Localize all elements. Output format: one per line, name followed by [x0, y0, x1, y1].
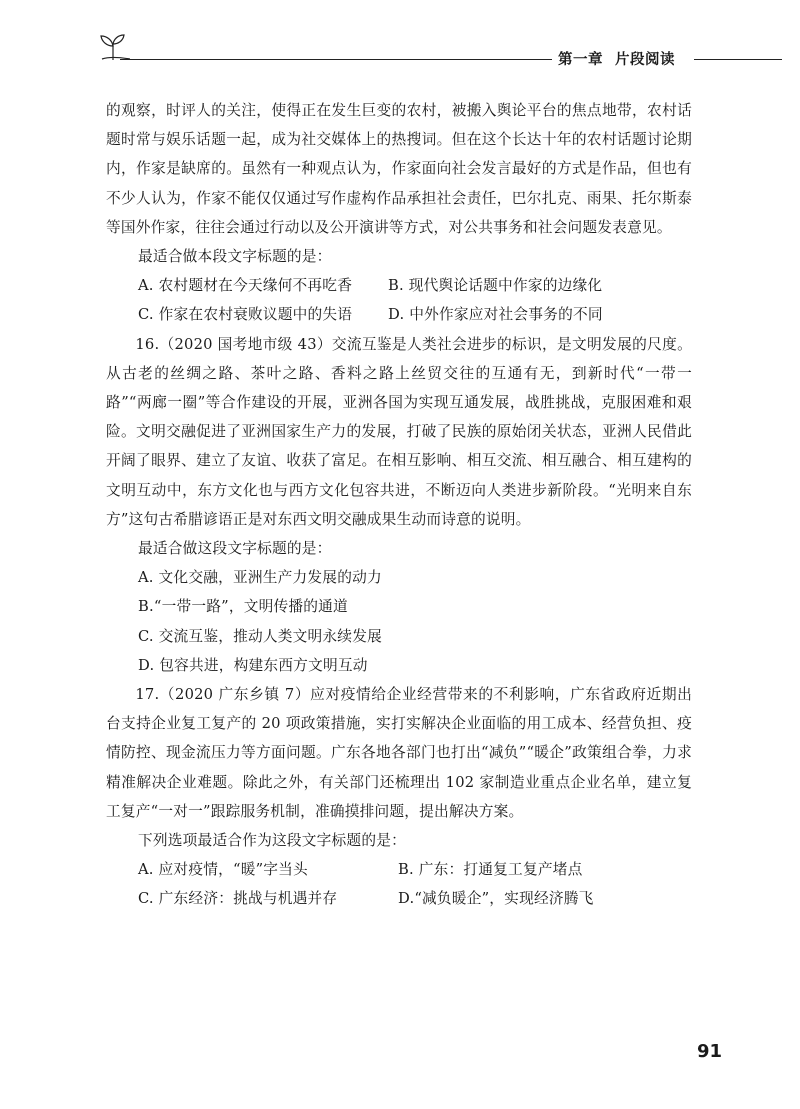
- q15-prompt: 最适合做本段文字标题的是：: [138, 248, 332, 266]
- chapter-heading: [558, 48, 675, 69]
- q17-prompt: 下列选项最适合作为这段文字标题的是：: [138, 832, 406, 850]
- q15-option-d: D. 中外作家应对社会事务的不同: [388, 306, 603, 324]
- q15-option-a: A. 农村题材在今天缘何不再吃香: [138, 277, 353, 295]
- q17-option-a: A. 应对疫情，“暖”字当头: [138, 861, 308, 879]
- q16-option-b: B.“一带一路”，文明传播的通道: [138, 598, 348, 616]
- chapter-label: 第一章: [558, 52, 603, 68]
- running-header: [96, 30, 796, 70]
- passage-intro: 的观察，时评人的关注，使得正在发生巨变的农村，被搬入舆论平台的焦点地带，农村话题时常与娱乐话题一起，成为社交媒体上的热搜词。但在这个长达十年的农村话题讨论期内，作家是缺席的。虽然有一种观点认为，作家面向社会发言最好的方式是作品，但也有不少人认为，作家不能仅仅通过写作虚构作品承担社会责任，巴尔扎克、雨果、托尔斯泰等国外作家，往往会通过行动以及公开演讲等方式，对公共事务和社会问题发表意见。: [106, 102, 692, 236]
- q15-option-b: B. 现代舆论话题中作家的边缘化: [388, 277, 603, 295]
- header-rule-right: [694, 59, 782, 60]
- section-label: 片段阅读: [615, 52, 675, 68]
- q17-option-b: B. 广东：打通复工复产堵点: [398, 861, 583, 879]
- q16-prompt: 最适合做这段文字标题的是：: [138, 540, 332, 558]
- q15-options-row-2: [106, 300, 692, 329]
- page-number: 91: [697, 1041, 723, 1062]
- q16-option-d: D. 包容共进，构建东西方文明互动: [138, 656, 368, 674]
- header-rule-left: [120, 59, 552, 60]
- q17-option-c: C. 广东经济：挑战与机遇并存: [138, 890, 338, 908]
- q17-option-d: D.“减负暖企”，实现经济腾飞: [398, 890, 594, 908]
- q17-text: 17.（2020 广东乡镇 7）应对疫情给企业经营带来的不利影响，广东省政府近期出台支持企业复工复产的 20 项政策措施，实打实解决企业面临的用工成本、经营负担、疫情防控、现金流压力等方面问题。广东各地各部门也打出“减负”“暖企”政策组合拳，力求精准解决企业难题。除此之外，有关部门还梳理出 102 家制造业重点企业名单，建立复工复产“一对一”跟踪服务机制，准确摸排问题，提出解决方案。: [106, 686, 692, 820]
- q15-option-c: C. 作家在农村衰败议题中的失语: [138, 306, 353, 324]
- q17-options-row-2: [106, 884, 692, 913]
- page-body: [106, 96, 692, 914]
- q16-text: 16.（2020 国考地市级 43）交流互鉴是人类社会进步的标识，是文明发展的尺度。从古老的丝绸之路、茶叶之路、香料之路上丝贸交往的互通有无，到新时代“一带一路”“两廊一圈”等合作建设的开展，亚洲各国为实现互通发展，战胜挑战，克服困难和艰险。文明交融促进了亚洲国家生产力的发展，打破了民族的原始闭关状态，亚洲人民借此开阔了眼界、建立了友谊、收获了富足。在相互影响、相互交流、相互融合、相互建构的文明互动中，东方文化也与西方文化包容共进，不断迈向人类进步新阶段。“光明来自东方”这句古希腊谚语正是对东西文明交融成果生动而诗意的说明。: [106, 335, 692, 528]
- q15-options-row-1: [106, 271, 692, 300]
- q17-options-row-1: [106, 855, 692, 884]
- q16-option-a: A. 文化交融，亚洲生产力发展的动力: [138, 569, 382, 587]
- q16-option-c: C. 交流互鉴，推动人类文明永续发展: [138, 627, 382, 645]
